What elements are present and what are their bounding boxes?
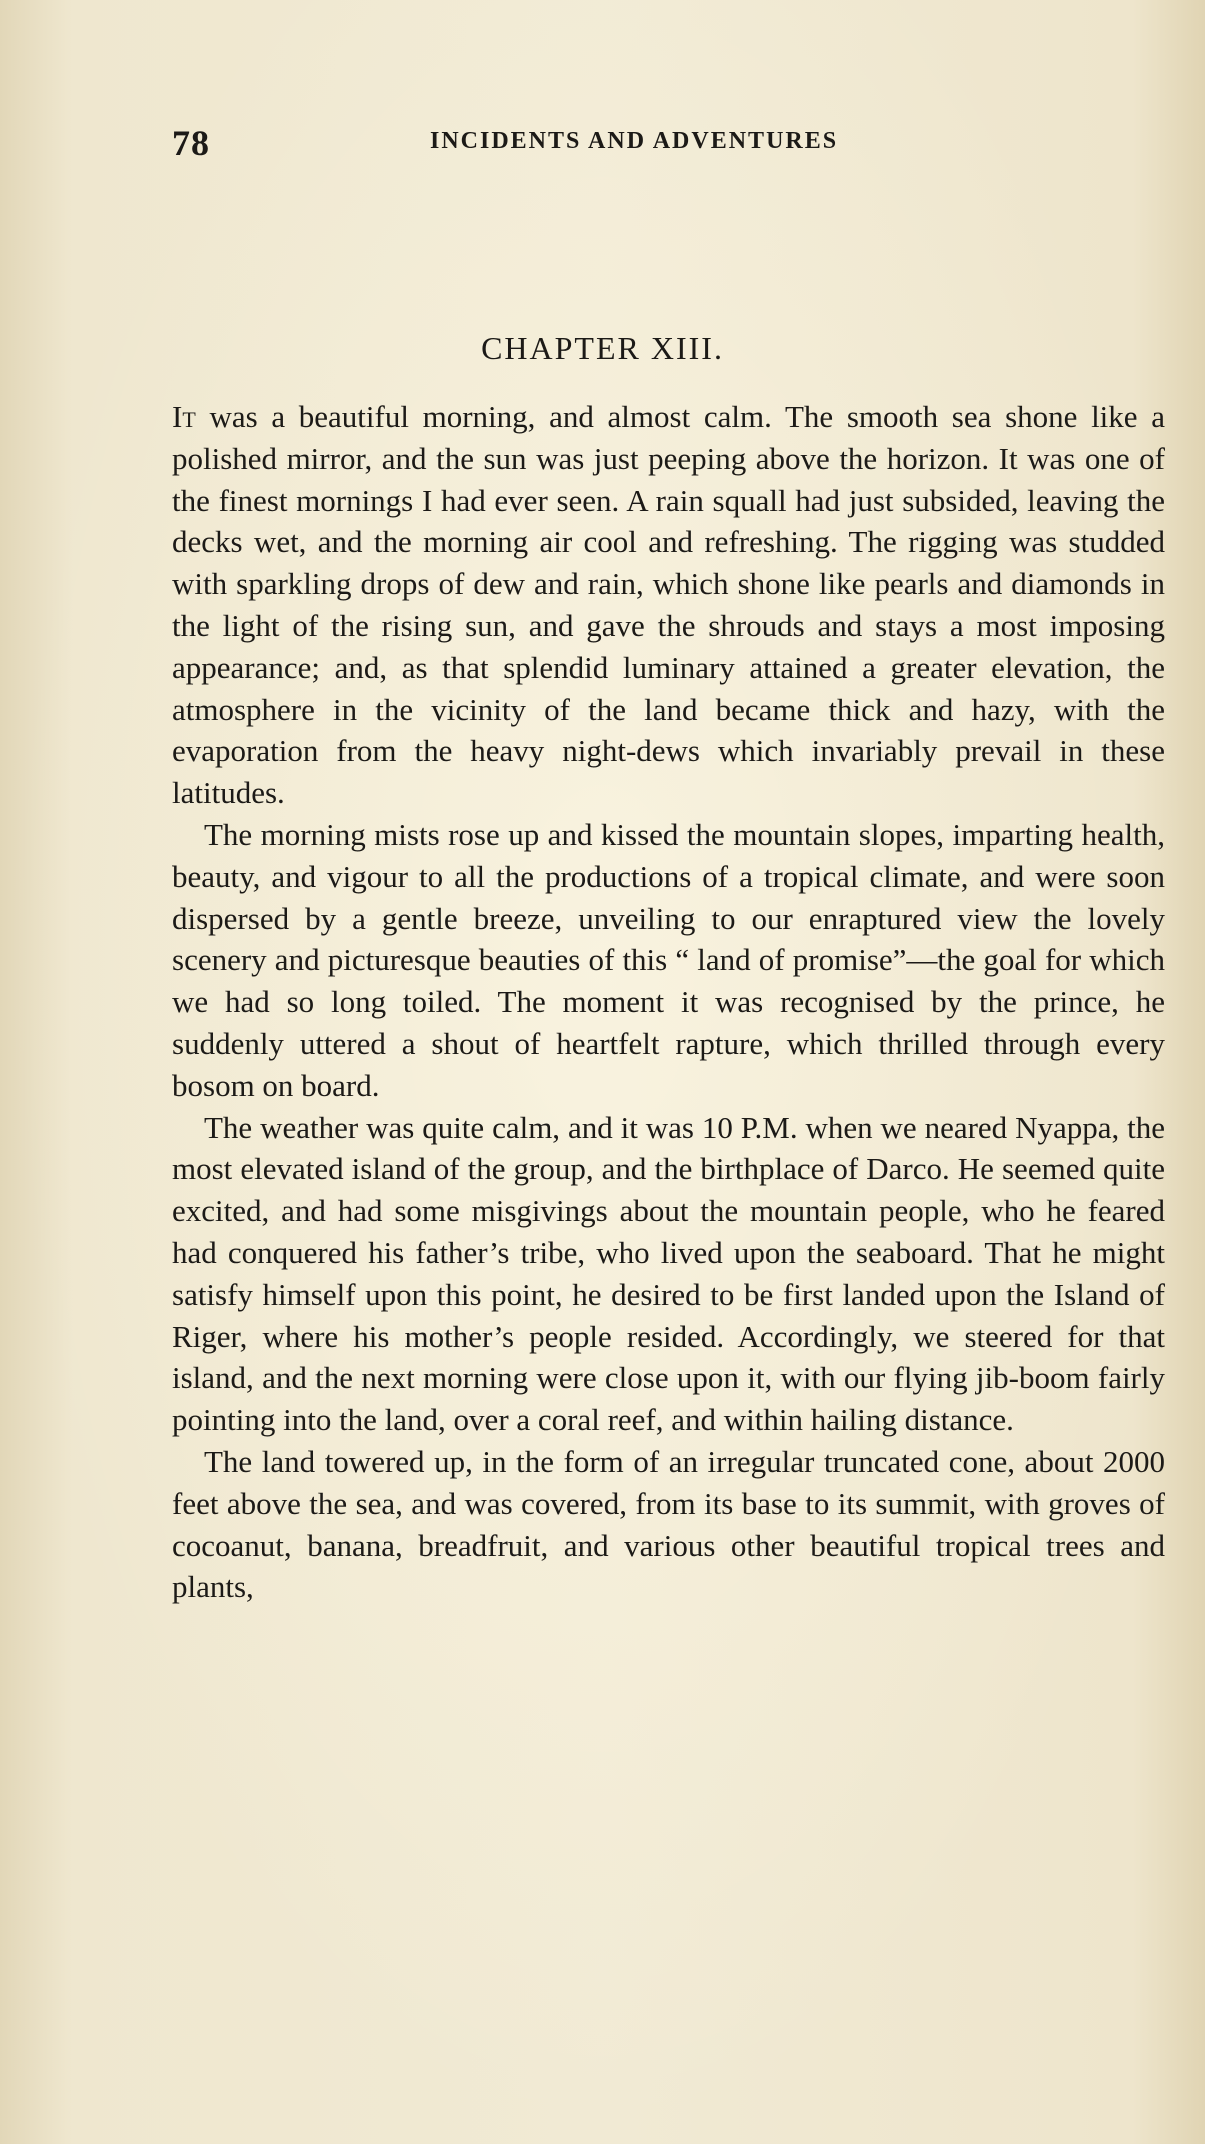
paragraph-1 bbox=[172, 396, 1165, 814]
running-head bbox=[0, 112, 1205, 172]
running-title: INCIDENTS AND ADVENTURES bbox=[430, 128, 839, 154]
paragraph-1-lead: It bbox=[172, 399, 196, 434]
paragraph-3: The weather was quite calm, and it was 10 P.M. when we neared Nyappa, the most elevated island of the group, and the birthplace of Darco. He seemed quite excited, and had some misgivings about the mountain people, who he feared had conquered his father’s tribe, who lived upon the seaboard. That he might satisfy himself upon this point, he desired to be first landed upon the Island of Riger, where his mother’s people resided. Accordingly, we steered for that island, and the next morning were close upon it, with our flying jib-boom fairly pointing into the land, over a coral reef, and within hailing distance. bbox=[172, 1109, 1165, 1438]
paragraph-1-text: was a beautiful morning, and almost calm. The smooth sea shone like a polished mirror, and the sun was just peeping above the horizon. It was one of the finest mornings I had ever seen. A rain squall had just subsided, leaving the decks wet, and the morning air cool and refreshing. The rigging was studded with sparkling drops of dew and rain, which shone like pearls and diamonds in the light of the rising sun, and gave the shrouds and stays a most imposing appearance; and, as that splendid luminary attained a greater elevation, the atmosphere in the vicinity of the land became thick and hazy, with the evaporation from the heavy night-dews which invariably prevail in these latitudes. bbox=[172, 399, 1165, 811]
body-text bbox=[172, 396, 1165, 1608]
page-number: 78 bbox=[172, 123, 210, 163]
paragraph-2: The morning mists rose up and kissed the mountain slopes, imparting health, beauty, and vigour to all the productions of a tropical climate, and were soon dispersed by a gentle breeze, unveiling to our enraptured view the lovely scenery and picturesque beauties of this “ land of promise”—the goal for which we had so long toiled. The moment it was recognised by the prince, he suddenly uttered a shout of heartfelt rapture, which thrilled through every bosom on board. bbox=[172, 816, 1165, 1103]
chapter-heading: CHAPTER XIII. bbox=[481, 330, 724, 366]
paragraph-4: The land towered up, in the form of an irregular truncated cone, about 2000 feet above the sea, and was covered, from its base to its summit, with groves of cocoanut, banana, breadfruit, and various other beautiful tropical trees and plants, bbox=[172, 1443, 1165, 1605]
